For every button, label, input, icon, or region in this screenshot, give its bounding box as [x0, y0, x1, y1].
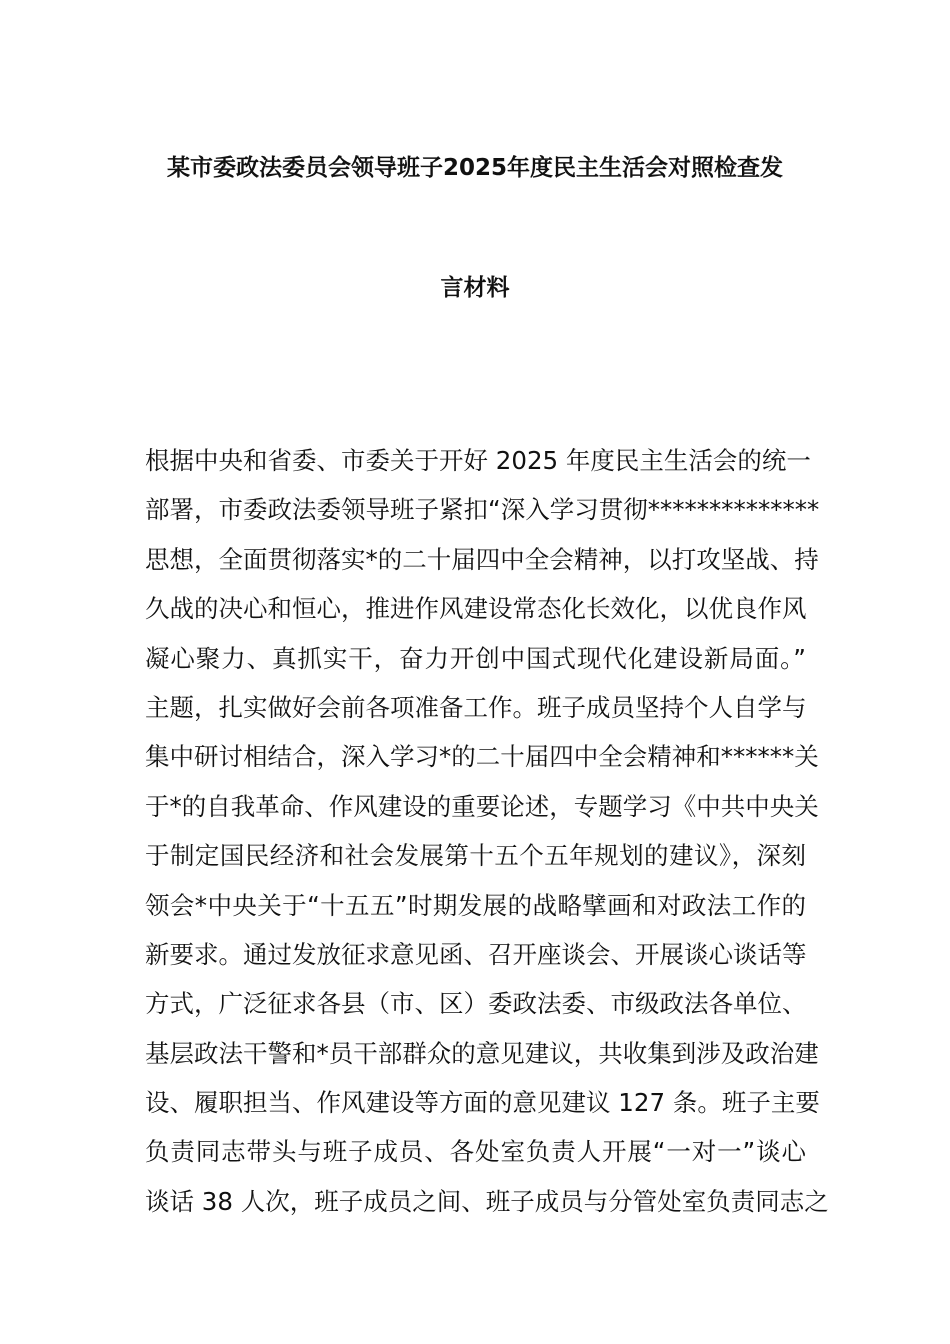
body-line: 主题，扎实做好会前各项准备工作。班子成员坚持个人自学与: [145, 692, 807, 722]
body-line: 于制定国民经济和社会发展第十五个五年规划的建议》，深刻: [145, 841, 806, 871]
body-line: 久战的决心和恒心，推进作风建设常态化长效化，以优良作风: [145, 594, 807, 624]
document-body: [145, 436, 829, 1226]
body-line: 领会*中央关于“十五五”时期发展的战略擘画和对政法工作的: [145, 890, 806, 920]
body-line: 负责同志带头与班子成员、各处室负责人开展“一对一”谈心: [145, 1137, 806, 1167]
document-title-line-2: 言材料: [440, 275, 510, 301]
body-line: 方式，广泛征求各县（市、区）委政法委、市级政法各单位、: [145, 989, 807, 1019]
body-line: 于*的自我革命、作风建设的重要论述，专题学习《中共中央关: [145, 791, 819, 821]
body-line: 凝心聚力、真抓实干，奋力开创中国式现代化建设新局面。”: [145, 643, 806, 673]
body-line: 思想，全面贯彻落实*的二十届四中全会精神，以打攻坚战、持: [145, 544, 819, 574]
body-line: 新要求。通过发放征求意见函、召开座谈会、开展谈心谈话等: [145, 939, 807, 969]
body-line: 基层政法干警和*员干部群众的意见建议，共收集到涉及政治建: [145, 1038, 819, 1068]
body-line: 根据中央和省委、市委关于开好 2025 年度民主生活会的统一: [145, 446, 811, 475]
body-line: 设、履职担当、作风建设等方面的意见建议 127 条。班子主要: [145, 1088, 820, 1118]
body-line: 谈话 38 人次，班子成员之间、班子成员与分管处室负责同志之: [145, 1186, 829, 1216]
body-line: 集中研讨相结合，深入学习*的二十届四中全会精神和******关: [145, 742, 819, 772]
document-title-line-1: 某市委政法委员会领导班子2025年度民主生活会对照检查发: [166, 155, 783, 181]
body-line: 部署，市委政法委领导班子紧扣“深入学习贯彻**************: [145, 495, 820, 525]
